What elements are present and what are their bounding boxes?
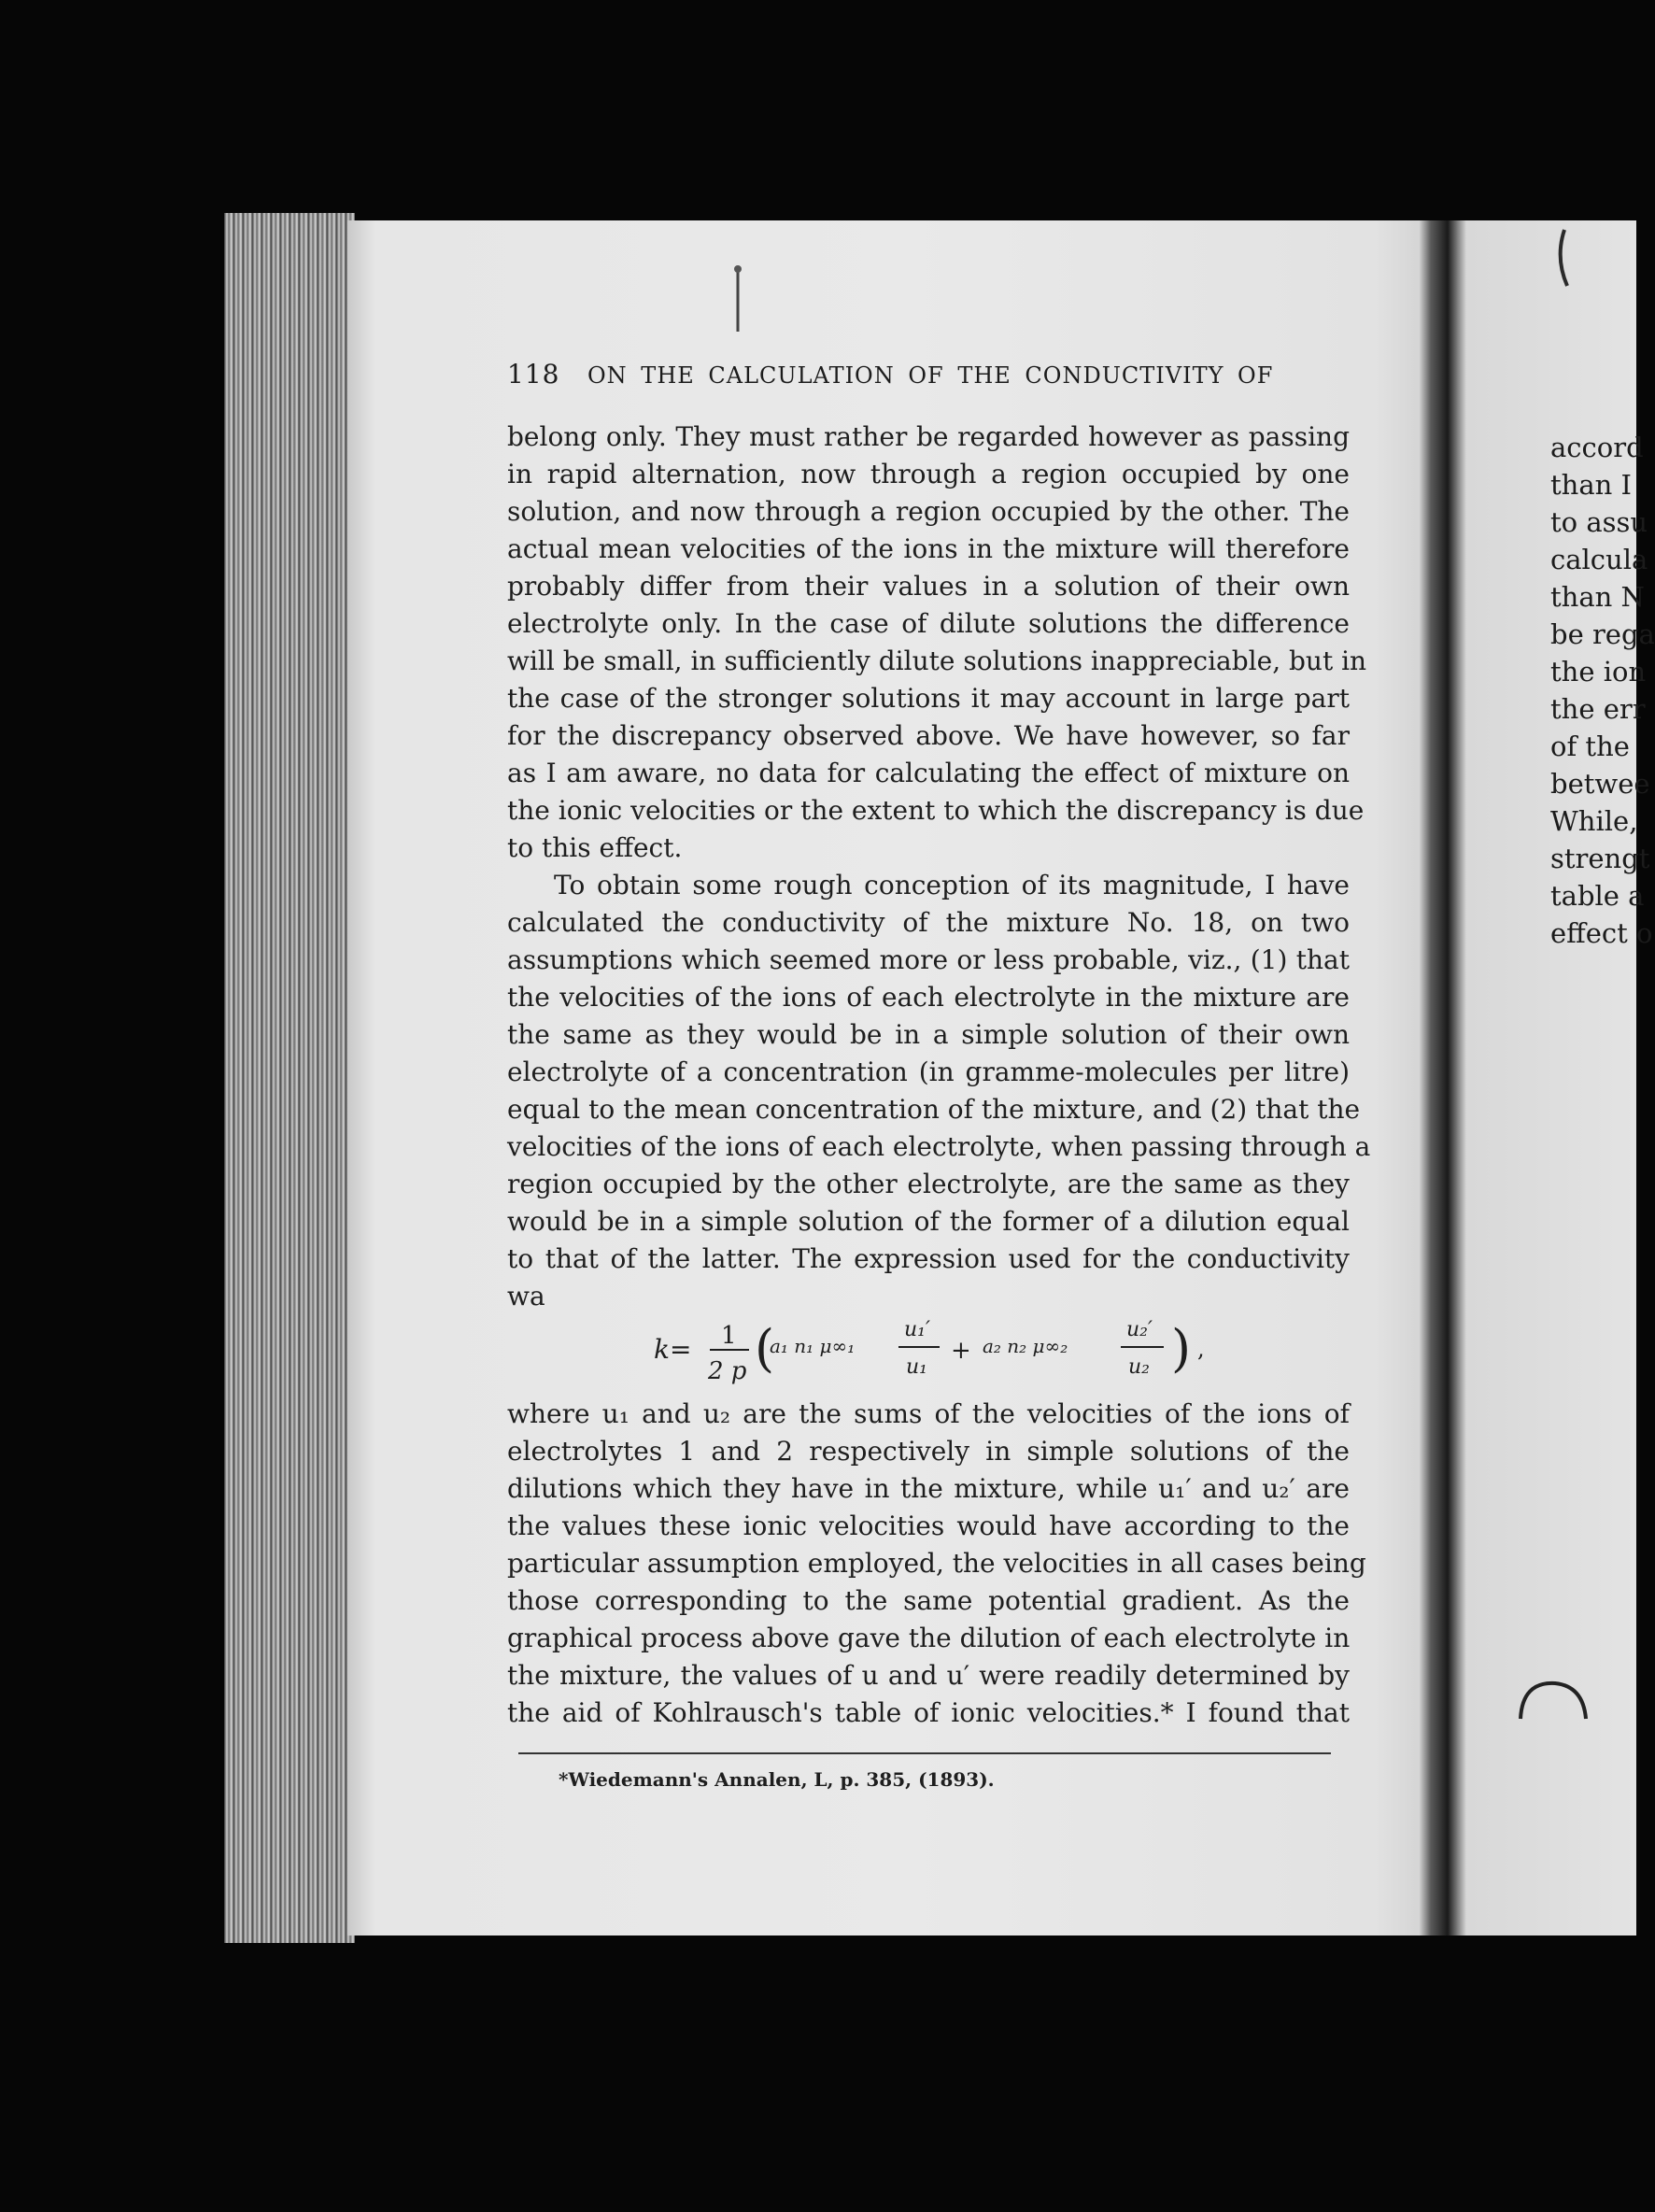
text-line: probably differ from their values in a solution of their own xyxy=(507,571,1350,602)
text-line: will be small, in sufficiently dilute solutions inappreciable, but in xyxy=(507,645,1367,676)
text-line: particular assumption employed, the velocities in all cases being xyxy=(507,1548,1366,1579)
pencil-mark xyxy=(1513,1672,1597,1728)
formula-frac-num: 1 xyxy=(721,1322,737,1350)
right-page-fragment: of the xyxy=(1550,730,1630,762)
formula-term2-num: u₂′ xyxy=(1126,1318,1153,1341)
footnote-rule xyxy=(518,1752,1331,1754)
text-line: electrolyte of a concentration (in gramme-molecules per litre) xyxy=(507,1056,1350,1087)
formula-term2-den: u₂ xyxy=(1128,1355,1150,1379)
text-line: to that of the latter. The expression used for the conductivity xyxy=(507,1243,1350,1274)
text-line: for the discrepancy observed above. We have however, so far xyxy=(507,720,1350,751)
formula-plus: + xyxy=(951,1337,971,1365)
footnote: *Wiedemann's Annalen, L, p. 385, (1893). xyxy=(559,1768,995,1791)
svg-text:): ) xyxy=(1171,1319,1192,1378)
page-number: 118 xyxy=(507,359,560,390)
text-line: assumptions which seemed more or less probable, viz., (1) that xyxy=(507,944,1350,975)
text-line: graphical process above gave the dilution of each electrolyte in xyxy=(507,1623,1351,1653)
right-page-fragment: to assu xyxy=(1550,506,1648,538)
text-line: the same as they would be in a simple solution of their own xyxy=(507,1019,1350,1050)
formula-frac-den: 2 p xyxy=(708,1357,747,1385)
right-page-fragment: be rega xyxy=(1550,618,1655,650)
text-line: as I am aware, no data for calculating the effect of mixture on xyxy=(507,758,1350,788)
text-line: equal to the mean concentration of the mixture, and (2) that the xyxy=(507,1094,1361,1125)
text-line: solution, and now through a region occupied by the other. The xyxy=(507,496,1350,527)
right-page-fragment: the err xyxy=(1550,693,1646,725)
text-line: the values these ionic velocities would have according to the xyxy=(507,1510,1350,1541)
right-page-fragment: than I xyxy=(1550,469,1632,501)
right-page-fragment: betwee xyxy=(1550,768,1650,800)
right-page-fragment: table a xyxy=(1550,880,1645,912)
text-line: the mixture, the values of u and u′ were readily determined by xyxy=(507,1660,1350,1691)
body-text-top xyxy=(507,418,1371,1315)
text-line: where u₁ and u₂ are the sums of the velocities of the ions of xyxy=(507,1398,1350,1429)
text-line: calculated the conductivity of the mixture No. 18, on two xyxy=(507,907,1350,938)
running-title: ON THE CALCULATION OF THE CONDUCTIVITY OF xyxy=(587,362,1274,389)
formula-trail: , xyxy=(1197,1336,1205,1362)
right-page-fragment: calcula xyxy=(1550,544,1648,575)
book-gutter xyxy=(1420,220,1448,1936)
formula-term2: a₂ n₂ μ∞₂ xyxy=(983,1335,1068,1357)
text-line: dilutions which they have in the mixture, while u₁′ and u₂′ are xyxy=(507,1473,1350,1504)
right-page-fragment: strengt xyxy=(1550,843,1650,874)
text-line: would be in a simple solution of the former of a dilution equal xyxy=(507,1206,1350,1237)
right-page-fragment: While, xyxy=(1550,805,1638,837)
text-line: the case of the stronger solutions it may account in large part xyxy=(507,683,1350,714)
text-line: actual mean velocities of the ions in the mixture will therefore xyxy=(507,533,1350,564)
text-line: electrolytes 1 and 2 respectively in simple solutions of the xyxy=(507,1436,1350,1467)
conductivity-formula xyxy=(654,1306,1252,1390)
pencil-mark xyxy=(728,262,747,336)
text-line: to this effect. xyxy=(507,832,683,863)
text-line: electrolyte only. In the case of dilute solutions the difference xyxy=(507,608,1350,639)
text-line: velocities of the ions of each electrolyte, when passing through a xyxy=(507,1131,1371,1162)
formula-term1-num: u₁′ xyxy=(904,1318,930,1341)
text-line: in rapid alternation, now through a region occupied by one xyxy=(507,459,1350,489)
running-header xyxy=(507,359,1350,396)
formula-term1-den: u₁ xyxy=(906,1355,927,1379)
pencil-mark xyxy=(1550,220,1578,295)
text-line: the aid of Kohlrausch's table of ionic velocities.* I found that xyxy=(507,1697,1350,1728)
text-line: To obtain some rough conception of its magnitude, I have xyxy=(554,870,1350,900)
svg-text:(: ( xyxy=(755,1319,775,1378)
text-line: the velocities of the ions of each electrolyte in the mixture are xyxy=(507,982,1350,1013)
right-page-fragment: the ion xyxy=(1550,656,1647,688)
right-page-fragment: effect o xyxy=(1550,917,1653,949)
text-line: belong only. They must rather be regarded however as passing xyxy=(507,421,1350,452)
text-line: the ionic velocities or the extent to which the discrepancy is due xyxy=(507,795,1365,826)
text-line: those corresponding to the same potential gradient. As the xyxy=(507,1585,1350,1616)
formula-lhs: k= xyxy=(654,1334,692,1365)
text-line: wa xyxy=(507,1281,545,1312)
book-page-edges xyxy=(224,213,355,1943)
text-line: region occupied by the other electrolyte, are the same as they xyxy=(507,1169,1350,1199)
right-page-fragment: accord xyxy=(1550,432,1644,463)
body-text-bottom xyxy=(507,1396,1366,1732)
right-page-fragment: than N xyxy=(1550,581,1645,613)
formula-term1: a₁ n₁ μ∞₁ xyxy=(770,1335,856,1357)
